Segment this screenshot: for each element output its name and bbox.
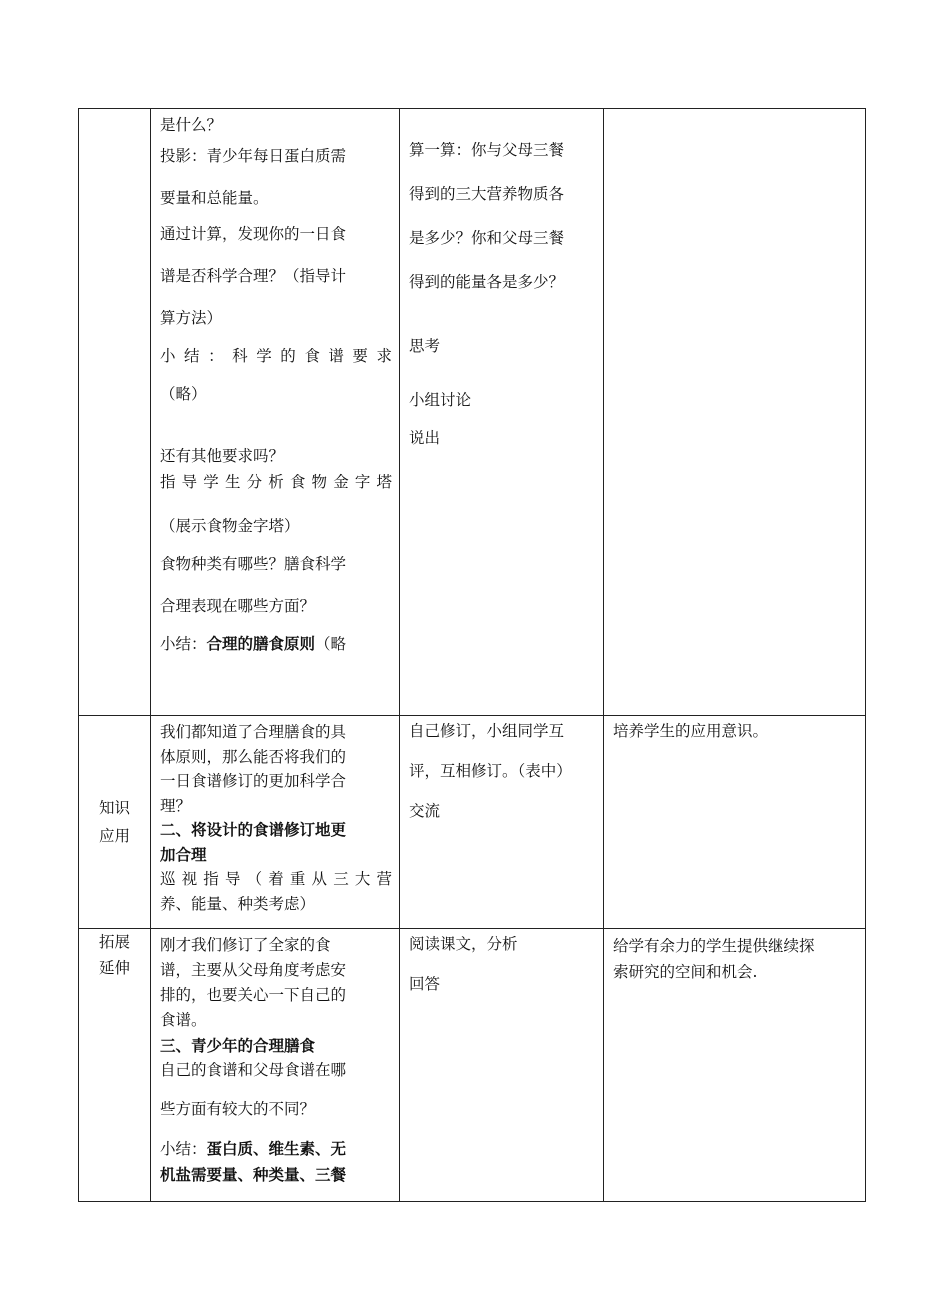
stage-label: 拓展	[98, 933, 130, 951]
teacher-activity-cell	[151, 109, 400, 716]
stage-label: 知识	[98, 799, 130, 817]
text-line: 算方法）	[160, 309, 223, 327]
text-line: 理？	[160, 796, 192, 815]
text-line: 排的，也要关心一下自己的	[160, 986, 347, 1004]
text-line: 一日食谱修订的更加科学合	[160, 772, 347, 790]
text-line: 合理表现在哪些方面？	[160, 597, 316, 615]
text-line: 交流	[409, 802, 441, 820]
text-line: 是什么？	[160, 116, 223, 134]
teacher-activity-cell	[151, 929, 400, 1202]
table-row	[79, 929, 866, 1202]
text-line: 谱，主要从父母角度考虑安	[160, 961, 347, 979]
text-line: 回答	[409, 975, 441, 993]
text-line: 刚才我们修订了全家的食	[160, 936, 331, 954]
text-line: 说出	[409, 429, 441, 447]
text-line: 小结：科学的食谱要求	[160, 347, 392, 365]
table-row	[79, 109, 866, 716]
text-line: 指导学生分析食物金字塔	[160, 473, 392, 491]
stage-label: 应用	[98, 827, 130, 845]
text-line: 自己修订，小组同学互	[409, 722, 565, 740]
text-line: 通过计算，发现你的一日食	[160, 225, 347, 243]
text-line: （展示食物金字塔）	[160, 517, 300, 535]
text-line: 食物种类有哪些？膳食科学	[160, 555, 347, 573]
section-heading: 三、青少年的合理膳食	[160, 1036, 316, 1055]
text-line: 些方面有较大的不同？	[160, 1100, 316, 1118]
text-line: 投影：青少年每日蛋白质需	[160, 147, 347, 165]
purpose-text: 索研究的空间和机会.	[613, 963, 758, 981]
purpose-cell	[604, 109, 866, 716]
purpose-cell	[604, 929, 866, 1202]
text-line: 巡视指导（着重从三大营	[160, 870, 392, 888]
purpose-text: 给学有余力的学生提供继续探	[613, 937, 815, 955]
stage-cell	[79, 929, 151, 1202]
summary-suffix: （略	[315, 635, 347, 653]
text-line: 要量和总能量。	[160, 189, 269, 207]
section-heading: 二、将设计的食谱修订地更	[160, 820, 347, 839]
text-line: 得到的能量各是多少？	[409, 273, 565, 291]
summary-prefix: 小结：	[160, 1140, 207, 1158]
section-heading: 加合理	[160, 844, 207, 864]
text-line: 评，互相修订。（表中）	[409, 762, 572, 780]
text-line: 养、能量、种类考虑）	[160, 894, 316, 913]
summary-heading: 合理的膳食原则	[206, 634, 316, 653]
text-line: 思考	[409, 337, 441, 355]
summary-heading: 蛋白质、维生素、无	[206, 1139, 347, 1158]
text-line: 还有其他要求吗？	[160, 447, 285, 465]
text-line: 我们都知道了合理膳食的具	[160, 723, 347, 741]
text-line: 阅读课文，分析	[409, 935, 518, 953]
purpose-cell	[604, 716, 866, 929]
text-line: 自己的食谱和父母食谱在哪	[160, 1061, 347, 1079]
text-line: 小组讨论	[409, 391, 472, 409]
lesson-plan-table	[78, 108, 866, 1202]
table-row	[79, 716, 866, 929]
text-line: 谱是否科学合理？（指导计	[160, 267, 347, 285]
stage-cell	[79, 716, 151, 929]
stage-label: 延伸	[98, 959, 130, 977]
text-line: 体原则，那么能否将我们的	[160, 747, 347, 766]
text-line: 得到的三大营养物质各	[409, 185, 565, 203]
text-line: 食谱。	[160, 1011, 207, 1029]
text-line: （略）	[160, 385, 207, 403]
text-line: 算一算：你与父母三餐	[409, 141, 565, 159]
stage-cell	[79, 109, 151, 716]
student-activity-cell	[400, 716, 604, 929]
purpose-text: 培养学生的应用意识。	[613, 722, 769, 740]
summary-prefix: 小结：	[160, 635, 207, 653]
student-activity-cell	[400, 109, 604, 716]
teacher-activity-cell	[151, 716, 400, 929]
summary-line	[160, 633, 392, 655]
student-activity-cell	[400, 929, 604, 1202]
summary-heading: 机盐需要量、种类量、三餐	[160, 1165, 347, 1184]
text-line: 是多少？你和父母三餐	[409, 229, 565, 247]
summary-line	[160, 1136, 392, 1162]
